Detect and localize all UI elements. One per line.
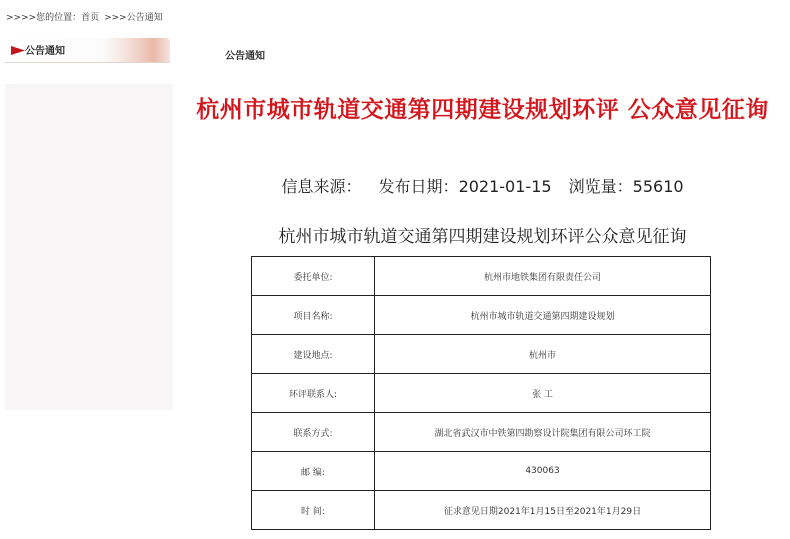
sidebar-panel	[5, 84, 173, 410]
table-cell-value: 征求意见日期2021年1月15日至2021年1月29日	[375, 491, 711, 530]
article-subtitle: 杭州市城市轨道交通第四期建设规划环评公众意见征询	[278, 227, 687, 247]
table-row	[252, 335, 711, 374]
breadcrumb-prefix: >>>>您的位置：	[6, 13, 82, 23]
table-cell-value: 湖北省武汉市中铁第四勘察设计院集团有限公司环工院	[375, 413, 711, 452]
table-cell-key: 委托单位:	[252, 257, 375, 296]
date-label: 发布日期：	[378, 177, 459, 196]
table-row	[252, 491, 711, 530]
table-row	[252, 374, 711, 413]
table-cell-key: 项目名称:	[252, 296, 375, 335]
table-cell-value: 杭州市城市轨道交通第四期建设规划	[375, 296, 711, 335]
breadcrumb-home-link[interactable]: 首页	[81, 13, 100, 23]
table-cell-value: 430063	[375, 452, 711, 491]
table-row	[252, 296, 711, 335]
article-meta	[195, 174, 770, 197]
table-cell-key: 环评联系人:	[252, 374, 375, 413]
breadcrumb-separator: >>>	[104, 13, 127, 23]
table-row	[252, 257, 711, 296]
table-cell-key: 联系方式:	[252, 413, 375, 452]
table-cell-value: 张 工	[375, 374, 711, 413]
views-label: 浏览量：	[568, 177, 633, 196]
sidebar-tab-label: 公告通知	[25, 46, 65, 57]
table-cell-value: 杭州市	[375, 335, 711, 374]
section-heading: 公告通知	[225, 51, 265, 62]
views-value: 55610	[632, 177, 684, 196]
table-cell-key: 建设地点:	[252, 335, 375, 374]
table-cell-key: 邮 编:	[252, 452, 375, 491]
info-table	[251, 256, 711, 530]
date-value: 2021-01-15	[458, 177, 552, 196]
breadcrumb	[6, 10, 163, 23]
flag-icon	[11, 46, 25, 55]
table-cell-value: 杭州市地铁集团有限责任公司	[375, 257, 711, 296]
sidebar-tab-notices[interactable]	[5, 38, 170, 62]
breadcrumb-current: 公告通知	[126, 13, 163, 23]
table-row	[252, 413, 711, 452]
table-cell-key: 时 间:	[252, 491, 375, 530]
source-label: 信息来源：	[281, 177, 362, 196]
article-title: 杭州市城市轨道交通第四期建设规划环评 公众意见征询	[196, 97, 769, 123]
table-row	[252, 452, 711, 491]
